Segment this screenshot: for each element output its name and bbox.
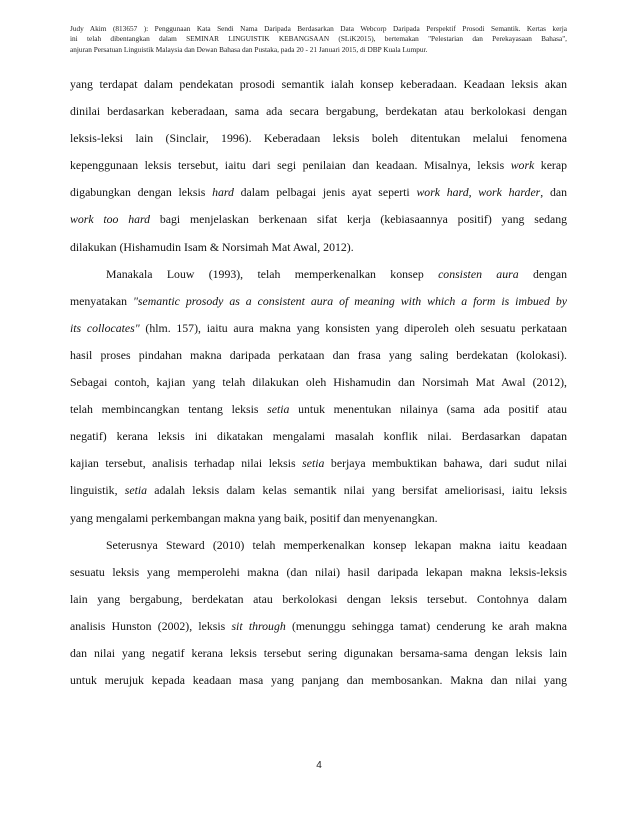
text-run: Seterusnya Steward (2010) telah memperkenalkan konsep lekapan makna iaitu keadaan bbox=[106, 537, 567, 552]
text-line bbox=[70, 559, 567, 586]
text-line bbox=[70, 450, 567, 477]
italic-text: sit through bbox=[231, 618, 286, 633]
text-run: sesuatu leksis yang memperolehi makna (dan nilai) hasil daripada lekapan makna leksis-leksis bbox=[70, 564, 567, 579]
text-run: , dan bbox=[540, 185, 567, 200]
text-line bbox=[70, 667, 567, 694]
text-run: kajian tersebut, analisis terhadap nilai leksis bbox=[70, 456, 303, 471]
text-line bbox=[70, 152, 567, 179]
text-run: bagi menjelaskan berkenaan sifat kerja (kebiasaannya positif) yang sedang bbox=[150, 212, 568, 227]
text-run: dalam pelbagai jenis ayat seperti bbox=[233, 185, 417, 200]
text-run: untuk merujuk kepada keadaan masa yang panjang dan membosankan. Makna dan nilai yang bbox=[70, 673, 567, 688]
text-line bbox=[70, 288, 567, 315]
italic-text: setia bbox=[124, 483, 148, 498]
text-run: lain yang bergabung, berdekatan atau berkolokasi dengan leksis tersebut. Contohnya dalam bbox=[70, 591, 567, 606]
italic-text: hard bbox=[212, 185, 234, 200]
body-text bbox=[70, 71, 567, 694]
text-run: kerap bbox=[534, 158, 567, 173]
text-line bbox=[70, 505, 567, 532]
text-run: (menunggu sehingga tamat) cenderung ke arah makna bbox=[285, 618, 567, 633]
header-line: Judy Akim (813657 ): Penggunaan Kata Sendi Nama Daripada Berdasarkan Data Webcorp Daripada Perspektif Prosodi Semantik. Kertas kerja bbox=[70, 24, 567, 33]
text-line bbox=[70, 396, 567, 423]
text-run: dan nilai yang negatif kerana leksis tersebut sering digunakan bersama-sama dengan leksis lain bbox=[70, 645, 567, 660]
text-line bbox=[70, 206, 567, 233]
text-line bbox=[70, 477, 567, 504]
text-run: Sebagai contoh, kajian yang telah dilakukan oleh Hishamudin dan Norsimah Mat Awal (2012), bbox=[70, 375, 567, 390]
italic-text: "semantic prosody as a consistent aura of meaning with which a form is imbued by bbox=[132, 293, 567, 308]
page-number: 4 bbox=[316, 760, 322, 771]
text-line bbox=[70, 342, 567, 369]
text-run: telah membincangkan tentang leksis bbox=[70, 402, 268, 417]
text-line bbox=[70, 179, 567, 206]
text-line bbox=[70, 532, 567, 559]
text-run: berjaya membuktikan bahawa, dari sudut nilai bbox=[324, 456, 567, 471]
italic-text: work hard, work harder bbox=[416, 185, 541, 200]
text-run: negatif) kerana leksis ini dikatakan mengalami masalah konflik nilai. Berdasarkan dapatan bbox=[70, 429, 567, 444]
running-header bbox=[70, 24, 567, 55]
text-run: hasil proses pindahan makna daripada perkataan dan frasa yang saling berdekatan (kolokasi). bbox=[70, 347, 567, 362]
text-line bbox=[70, 261, 567, 288]
text-line bbox=[70, 315, 567, 342]
text-run: dengan bbox=[518, 266, 568, 281]
text-run: digabungkan dengan leksis bbox=[70, 185, 213, 200]
text-line bbox=[70, 71, 567, 98]
text-run: untuk menentukan nilainya (sama ada positif atau bbox=[289, 402, 567, 417]
text-line bbox=[70, 369, 567, 396]
text-run: leksis-leksi lain (Sinclair, 1996). Keberadaan leksis boleh ditentukan melalui fenomena bbox=[70, 131, 567, 146]
text-line bbox=[70, 586, 567, 613]
italic-text: work too hard bbox=[70, 212, 151, 227]
text-run: kepenggunaan leksis tersebut, iaitu dari segi penilaian dan keadaan. Misalnya, leksis bbox=[70, 158, 511, 173]
italic-text: work bbox=[510, 158, 535, 173]
text-line bbox=[70, 640, 567, 667]
text-run: dinilai berdasarkan keberadaan, sama ada secara bergabung, berdekatan atau berkolokasi dengan bbox=[70, 104, 567, 119]
text-run: yang terdapat dalam pendekatan prosodi semantik ialah konsep keberadaan. Keadaan leksis akan bbox=[70, 77, 567, 91]
header-line: anjuran Persatuan Linguistik Malaysia dan Dewan Bahasa dan Pustaka, pada 20 - 21 Januari 2015, di DBP Kuala Lumpur. bbox=[70, 44, 428, 54]
text-run: (hlm. 157), iaitu aura makna yang konsisten yang diperoleh oleh sesuatu perkataan bbox=[139, 320, 567, 335]
italic-text: consisten aura bbox=[438, 266, 519, 281]
text-run: analisis Hunston (2002), leksis bbox=[70, 618, 232, 633]
text-line bbox=[70, 98, 567, 125]
text-line bbox=[70, 234, 567, 261]
text-run: Manakala Louw (1993), telah memperkenalkan konsep bbox=[106, 266, 439, 281]
header-line: ini telah dibentangkan dalam SEMINAR LINGUISTIK KEBANGSAAN (SLiK2015), bertemakan "Pelestarian dan Perekayasaan Bahasa", bbox=[70, 34, 567, 44]
text-run: adalah leksis dalam kelas semantik nilai yang bersifat ameliorisasi, iaitu leksis bbox=[147, 483, 567, 498]
text-line bbox=[70, 125, 567, 152]
text-run: menyatakan bbox=[70, 293, 133, 308]
italic-text: setia bbox=[302, 456, 325, 471]
text-run: yang mengalami perkembangan makna yang baik, positif dan menyenangkan. bbox=[70, 510, 438, 525]
italic-text: setia bbox=[267, 402, 290, 417]
text-line bbox=[70, 423, 567, 450]
text-line bbox=[70, 613, 567, 640]
italic-text: its collocates" bbox=[70, 320, 140, 335]
text-run: linguistik, bbox=[70, 483, 125, 498]
text-run: dilakukan (Hishamudin Isam & Norsimah Mat Awal, 2012). bbox=[70, 239, 354, 254]
